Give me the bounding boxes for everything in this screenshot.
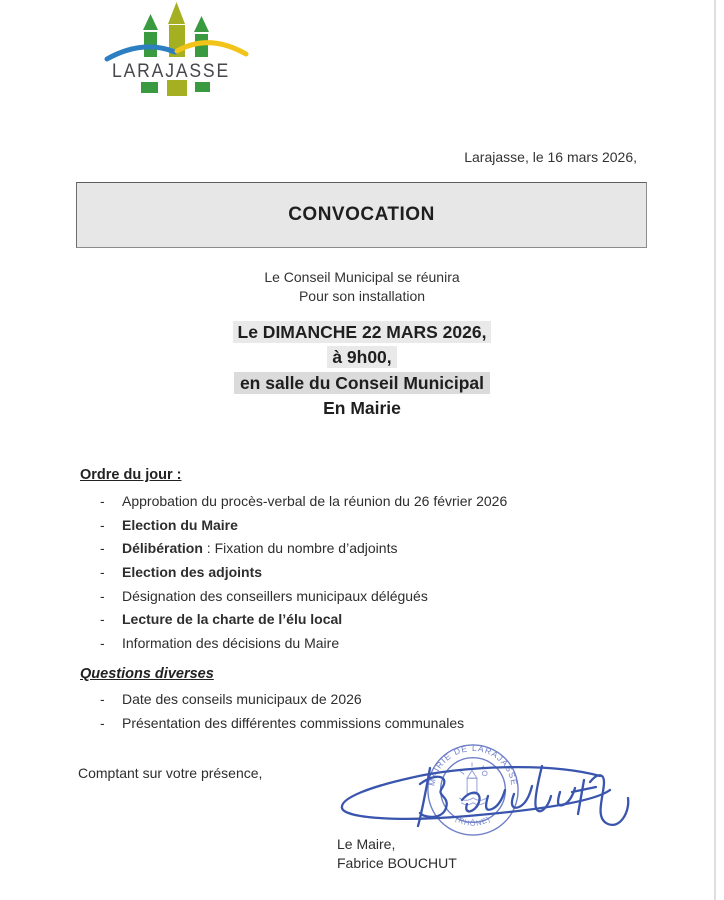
stamp-text-top: MAIRIE DE LARAJASSE <box>426 742 520 787</box>
signoff-name: Fabrice BOUCHUT <box>337 854 457 871</box>
logo-yellow-hill <box>177 43 246 54</box>
questions-list <box>80 691 640 739</box>
intro-line-2: Pour son installation <box>298 288 426 304</box>
agenda-item-text: : Fixation du nombre d’adjoints <box>202 540 398 557</box>
meeting-date: Le DIMANCHE 22 MARS 2026, <box>233 321 492 343</box>
questions-heading: Questions diverses <box>80 666 214 682</box>
date-line: Larajasse, le 16 mars 2026, <box>464 149 637 165</box>
bullet-dash: - <box>100 516 105 533</box>
agenda-list <box>80 493 640 659</box>
bullet-dash: - <box>100 587 105 604</box>
bullet-dash: - <box>100 493 105 509</box>
signoff-block <box>337 835 457 872</box>
logo-blue-hill <box>107 47 175 59</box>
agenda-item <box>80 588 640 612</box>
agenda-item-bold-text: Election du Maire <box>122 516 238 533</box>
agenda-item-bold-text: Lecture de la charte de l’élu local <box>122 611 343 628</box>
meeting-time: à 9h00, <box>327 346 396 368</box>
agenda-item <box>80 540 640 564</box>
intro-line-1: Le Conseil Municipal se réunira <box>264 269 460 285</box>
signoff-role: Le Maire, <box>337 836 396 852</box>
agenda-item-text: Information des décisions du Maire <box>122 635 340 652</box>
page-title: CONVOCATION <box>288 204 435 225</box>
agenda-item <box>80 635 640 659</box>
agenda-item <box>80 611 640 635</box>
agenda-heading: Ordre du jour : <box>80 467 182 483</box>
questions-item-text: Présentation des différentes commissions communales <box>122 715 465 731</box>
questions-item <box>80 715 640 739</box>
questions-item <box>80 691 640 715</box>
agenda-item <box>80 493 640 517</box>
agenda-item <box>80 564 640 588</box>
closing-line: Comptant sur votre présence, <box>78 765 263 781</box>
bullet-dash: - <box>100 691 105 707</box>
bullet-dash: - <box>100 635 105 652</box>
meeting-room: en salle du Conseil Municipal <box>234 372 490 394</box>
bullet-dash: - <box>100 611 105 628</box>
agenda-item-bold-text: Election des adjoints <box>122 564 263 581</box>
stamp-text-bottom: (RHÔNE) <box>453 814 493 828</box>
bullet-dash: - <box>100 564 105 581</box>
agenda-item-text: Désignation des conseillers municipaux délégués <box>122 587 428 604</box>
meeting-place: En Mairie <box>323 398 401 419</box>
intro-block <box>0 268 724 306</box>
questions-item-text: Date des conseils municipaux de 2026 <box>122 691 362 707</box>
larajasse-logo <box>103 0 253 105</box>
agenda-item-bold-text: Délibération <box>122 540 203 557</box>
meeting-details-block <box>0 320 724 422</box>
convocation-banner <box>76 182 647 248</box>
agenda-item <box>80 517 640 541</box>
scan-artifact-line <box>714 0 716 900</box>
agenda-item-text: Approbation du procès-verbal de la réunion du 26 février 2026 <box>122 493 508 509</box>
bullet-dash: - <box>100 715 105 731</box>
bullet-dash: - <box>100 540 105 557</box>
logo-wordmark: LARAJASSE <box>112 61 230 82</box>
